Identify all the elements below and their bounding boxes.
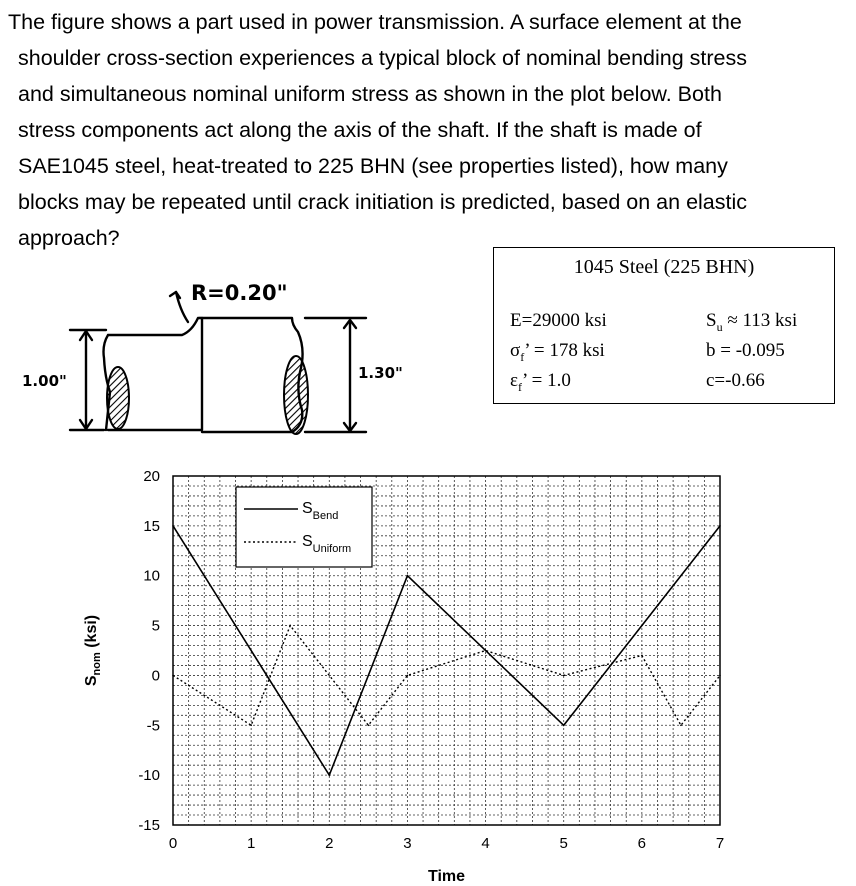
y-tick-label: 10 (143, 567, 160, 585)
fatigue-ductility-exponent: c=-0.66 (706, 370, 765, 391)
fatigue-strength-exponent: b = -0.095 (706, 340, 785, 361)
x-tick-label: 5 (559, 835, 568, 852)
problem-line: SAE1045 steel, heat-treated to 225 BHN (see properties listed), how many (18, 154, 728, 178)
data-point-uniform (407, 675, 409, 677)
ultimate-strength: $S_u \approx 113$ ksi (706, 310, 798, 334)
x-tick-label: 0 (168, 835, 178, 852)
y-tick-label: -15 (138, 817, 160, 834)
properties-title: 1045 Steel (225 BHN) (573, 256, 755, 278)
data-point-uniform (368, 724, 370, 726)
problem-line: shoulder cross-section experiences a typical block of nominal bending stress (18, 46, 747, 70)
modulus-value: E=29000 ksi (510, 310, 607, 331)
y-axis-label: $S_{nom}$ (ksi) (83, 614, 103, 687)
radius-label: R=0.20" (191, 281, 288, 305)
legend-label-uniform: $S_{Uniform}$ (302, 533, 352, 555)
data-point-bend (563, 724, 565, 726)
problem-statement (8, 4, 844, 256)
legend-box (236, 487, 372, 567)
large-section-hatch (284, 356, 308, 434)
x-tick-label: 4 (481, 835, 490, 852)
y-tick-label: 15 (143, 517, 160, 535)
x-tick-label: 6 (637, 835, 647, 852)
data-point-bend (407, 575, 409, 577)
chart-legend (236, 487, 372, 567)
legend-label-bend: $S_{Bend}$ (302, 500, 339, 522)
fatigue-ductility-coefficient: $\varepsilon_f$’ = 1.0 (510, 370, 571, 394)
x-tick-label: 2 (325, 835, 334, 852)
data-point-uniform (641, 655, 643, 657)
data-point-bend (328, 774, 330, 776)
x-tick-label: 7 (715, 835, 725, 852)
large-diameter-label: 1.30" (358, 364, 403, 382)
y-tick-label: -10 (138, 767, 160, 785)
stress-time-chart (0, 455, 856, 886)
problem-line: The figure shows a part used in power transmission. A surface element at the (8, 10, 742, 34)
shaft-shoulder-sketch (0, 270, 420, 440)
y-tick-label: 20 (143, 468, 160, 485)
x-tick-label: 3 (403, 835, 412, 852)
problem-line: stress components act along the axis of the shaft. If the shaft is made of (18, 118, 702, 142)
x-tick-label: 1 (246, 835, 256, 852)
x-axis-label: Time (427, 868, 466, 885)
y-tick-label: 5 (151, 617, 160, 635)
fatigue-strength-coefficient: $\sigma_f$’ = 178 ksi (510, 340, 605, 364)
material-properties-box (493, 247, 835, 404)
data-point-uniform (485, 650, 487, 652)
y-tick-label: -5 (146, 717, 160, 735)
problem-line: blocks may be repeated until crack initiation is predicted, based on an elastic (18, 190, 748, 214)
data-point-uniform (563, 675, 565, 677)
small-section-hatch (107, 367, 129, 429)
small-diameter-label: 1.00" (22, 372, 67, 390)
problem-line: and simultaneous nominal uniform stress as shown in the plot below. Both (18, 82, 722, 106)
y-tick-label: 0 (151, 667, 160, 685)
problem-line: approach? (18, 226, 120, 250)
data-point-uniform (289, 625, 291, 627)
data-point-uniform (250, 724, 252, 726)
data-point-uniform (680, 724, 682, 726)
